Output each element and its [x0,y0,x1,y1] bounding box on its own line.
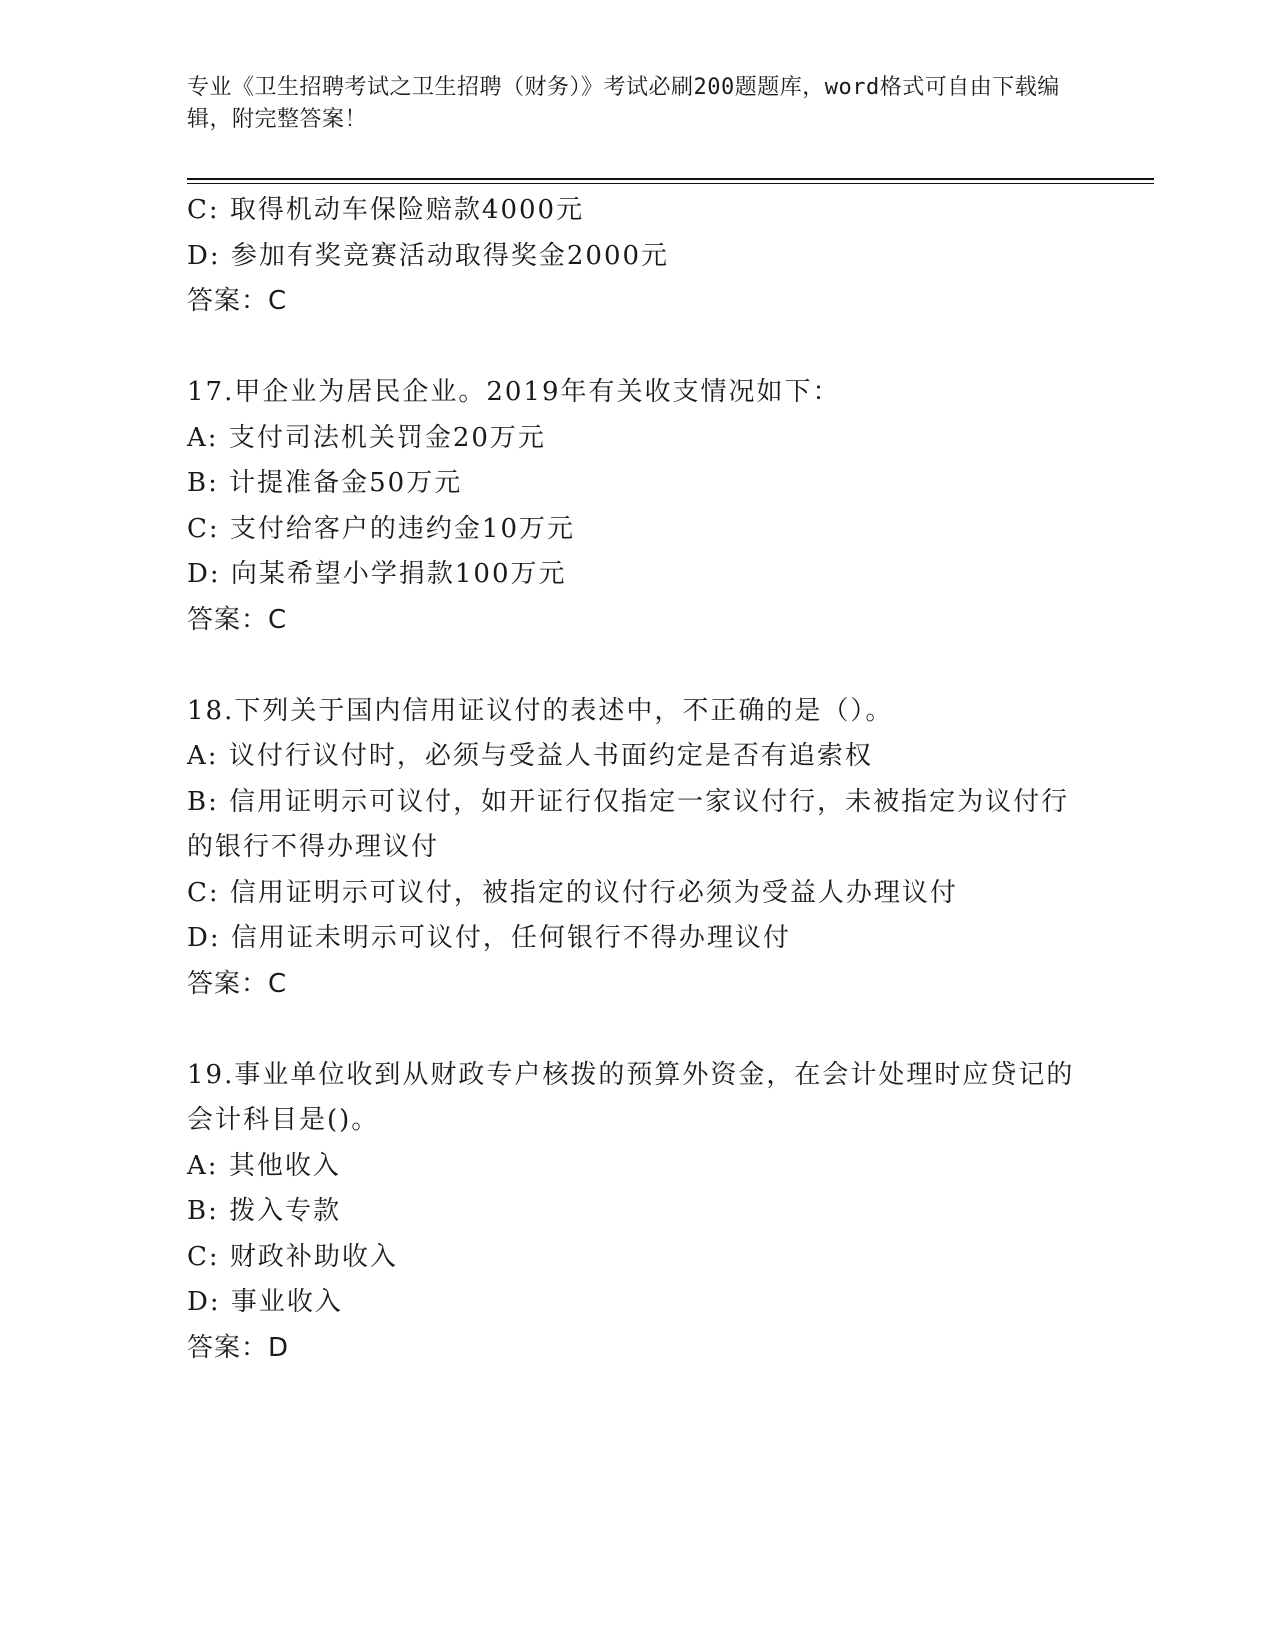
answer-value: D [268,1332,290,1363]
option-letter: A: [187,1150,219,1181]
option-text: 支付给客户的违约金10万元 [229,513,576,544]
option-text: 取得机动车保险赔款4000元 [229,195,585,225]
answer-line [187,279,1087,325]
answer-value: C [268,286,288,316]
option-letter: A: [187,422,219,453]
question-16-continuation [187,188,1087,325]
option-a [187,734,1087,780]
option-letter: D: [187,559,221,589]
option-text: 其他收入 [228,1150,341,1181]
option-letter: D: [187,1287,221,1317]
document-header: 专业《卫生招聘考试之卫生招聘（财务）》考试必刷200题题库，word格式可自由下载编辑，附完整答案！ [187,75,1060,132]
answer-label: 答案： [187,286,269,316]
answer-value: C [268,604,288,635]
answer-label: 答案： [187,604,269,635]
option-c [187,871,1087,917]
option-letter: A: [187,741,219,771]
option-letter: C: [187,1241,220,1272]
header-divider-thin [187,183,1154,184]
option-a [187,1144,1087,1190]
option-text: 参加有奖竞赛活动取得奖金2000元 [230,240,670,271]
option-text: 事业收入 [230,1287,343,1317]
option-text: 拨入专款 [229,1196,342,1226]
option-letter: D: [187,923,221,953]
option-a [187,416,1087,462]
option-text: 计提准备金50万元 [229,468,463,498]
option-c [187,507,1087,553]
option-letter: B: [187,1196,219,1226]
question-list [187,188,1087,1371]
option-text: 信用证未明示可议付，任何银行不得办理议付 [230,923,791,953]
option-d [187,552,1087,598]
option-letter: B: [187,786,219,817]
option-text: 信用证明示可议付，如开证行仅指定一家议付行，未被指定为议付行的银行不得办理议付 [187,786,1070,862]
option-letter: B: [187,468,219,498]
option-letter: C: [187,877,220,908]
option-letter: C: [187,513,220,544]
answer-line [187,598,1087,644]
option-b [187,461,1087,507]
option-text: 信用证明示可议付，被指定的议付行必须为受益人办理议付 [229,877,958,908]
option-text: 支付司法机关罚金20万元 [228,422,546,453]
option-d [187,1280,1087,1326]
option-letter: C: [187,195,220,225]
option-b [187,1189,1087,1235]
spacer [187,643,1087,689]
header-divider-thick [187,178,1154,180]
answer-label: 答案： [187,968,269,999]
question-18 [187,689,1087,1008]
option-d [187,234,1087,280]
answer-line [187,1326,1087,1372]
option-text: 议付行议付时，必须与受益人书面约定是否有追索权 [228,741,873,771]
option-d [187,916,1087,962]
option-text: 财政补助收入 [229,1241,398,1272]
option-b [187,780,1087,871]
question-19 [187,1053,1087,1372]
option-text: 向某希望小学捐款100万元 [230,559,567,589]
option-letter: D: [187,240,221,271]
answer-value: C [268,968,288,999]
question-stem: 17.甲企业为居民企业。2019年有关收支情况如下： [187,377,841,407]
answer-label: 答案： [187,1332,269,1363]
question-stem: 18.下列关于国内信用证议付的表述中，不正确的是（）。 [187,695,894,726]
option-c [187,1235,1087,1281]
question-17 [187,370,1087,643]
spacer [187,325,1087,371]
question-stem: 19.事业单位收到从财政专户核拨的预算外资金，在会计处理时应贷记的会计科目是()。 [187,1059,1075,1135]
option-c [187,188,1087,234]
answer-line [187,962,1087,1008]
spacer [187,1007,1087,1053]
